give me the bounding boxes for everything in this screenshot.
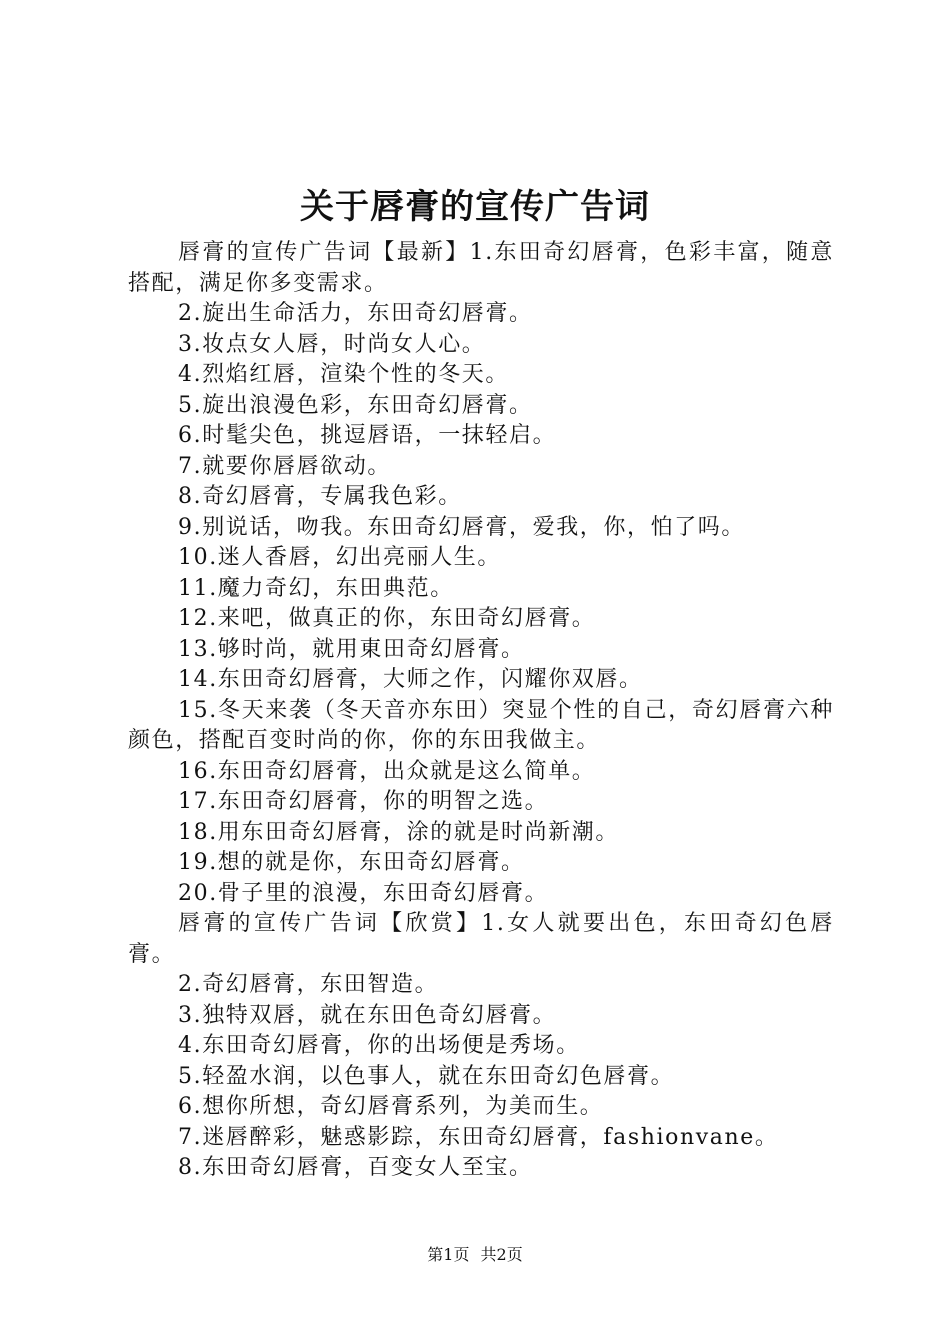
paragraph: 20.骨子里的浪漫，东田奇幻唇膏。 bbox=[178, 880, 549, 906]
paragraph: 2.奇幻唇膏，东田智造。 bbox=[178, 972, 439, 997]
paragraph: 18.用东田奇幻唇膏，涂的就是时尚新潮。 bbox=[178, 819, 619, 845]
paragraph: 15.冬天来袭（冬天音亦东田）突显个性的自己，奇幻唇膏六种颜色，搭配百变时尚的你，你的东田我做主。 bbox=[128, 697, 834, 753]
paragraph: 7.迷唇醉彩，魅惑影踪，东田奇幻唇膏，fashionvane。 bbox=[178, 1124, 779, 1150]
page-number-current: 第1页 bbox=[427, 1245, 470, 1264]
paragraph: 4.东田奇幻唇膏，你的出场便是秀场。 bbox=[178, 1033, 580, 1058]
document-title: 关于唇膏的宣传广告词 bbox=[300, 187, 650, 227]
paragraph: 8.奇幻唇膏，专属我色彩。 bbox=[178, 484, 462, 509]
paragraph: 19.想的就是你，东田奇幻唇膏。 bbox=[178, 850, 525, 875]
paragraph: 7.就要你唇唇欲动。 bbox=[178, 453, 391, 479]
paragraph: 14.东田奇幻唇膏，大师之作，闪耀你双唇。 bbox=[178, 667, 643, 692]
paragraph: 10.迷人香唇，幻出亮丽人生。 bbox=[178, 545, 501, 570]
document-body bbox=[128, 238, 834, 1184]
paragraph: 5.轻盈水润，以色事人，就在东田奇幻色唇膏。 bbox=[178, 1063, 675, 1089]
paragraph: 9.别说话，吻我。东田奇幻唇膏，爱我，你，怕了吗。 bbox=[178, 514, 745, 540]
paragraph: 3.独特双唇，就在东田色奇幻唇膏。 bbox=[178, 1002, 557, 1028]
paragraph: 11.魔力奇幻，东田典范。 bbox=[178, 575, 454, 601]
paragraph: 2.旋出生命活力，东田奇幻唇膏。 bbox=[178, 301, 533, 326]
page-number-total: 共2页 bbox=[480, 1245, 523, 1264]
paragraph: 17.东田奇幻唇膏，你的明智之选。 bbox=[178, 789, 549, 814]
page-footer bbox=[0, 1244, 950, 1266]
paragraph: 12.来吧，做真正的你，东田奇幻唇膏。 bbox=[178, 606, 596, 631]
paragraph: 6.时髦尖色，挑逗唇语，一抹轻启。 bbox=[178, 423, 557, 448]
paragraph: 唇膏的宣传广告词【最新】1.东田奇幻唇膏，色彩丰富，随意搭配，满足你多变需求。 bbox=[128, 240, 834, 296]
paragraph: 唇膏的宣传广告词【欣赏】1.女人就要出色，东田奇幻色唇膏。 bbox=[128, 911, 834, 967]
paragraph: 16.东田奇幻唇膏，出众就是这么简单。 bbox=[178, 758, 596, 784]
paragraph: 6.想你所想，奇幻唇膏系列，为美而生。 bbox=[178, 1094, 604, 1119]
paragraph: 13.够时尚，就用東田奇幻唇膏。 bbox=[178, 636, 525, 662]
paragraph: 5.旋出浪漫色彩，东田奇幻唇膏。 bbox=[178, 392, 533, 418]
paragraph: 3.妆点女人唇，时尚女人心。 bbox=[178, 331, 486, 357]
paragraph: 8.东田奇幻唇膏，百变女人至宝。 bbox=[178, 1155, 533, 1180]
paragraph: 4.烈焰红唇，渲染个性的冬天。 bbox=[178, 362, 509, 387]
